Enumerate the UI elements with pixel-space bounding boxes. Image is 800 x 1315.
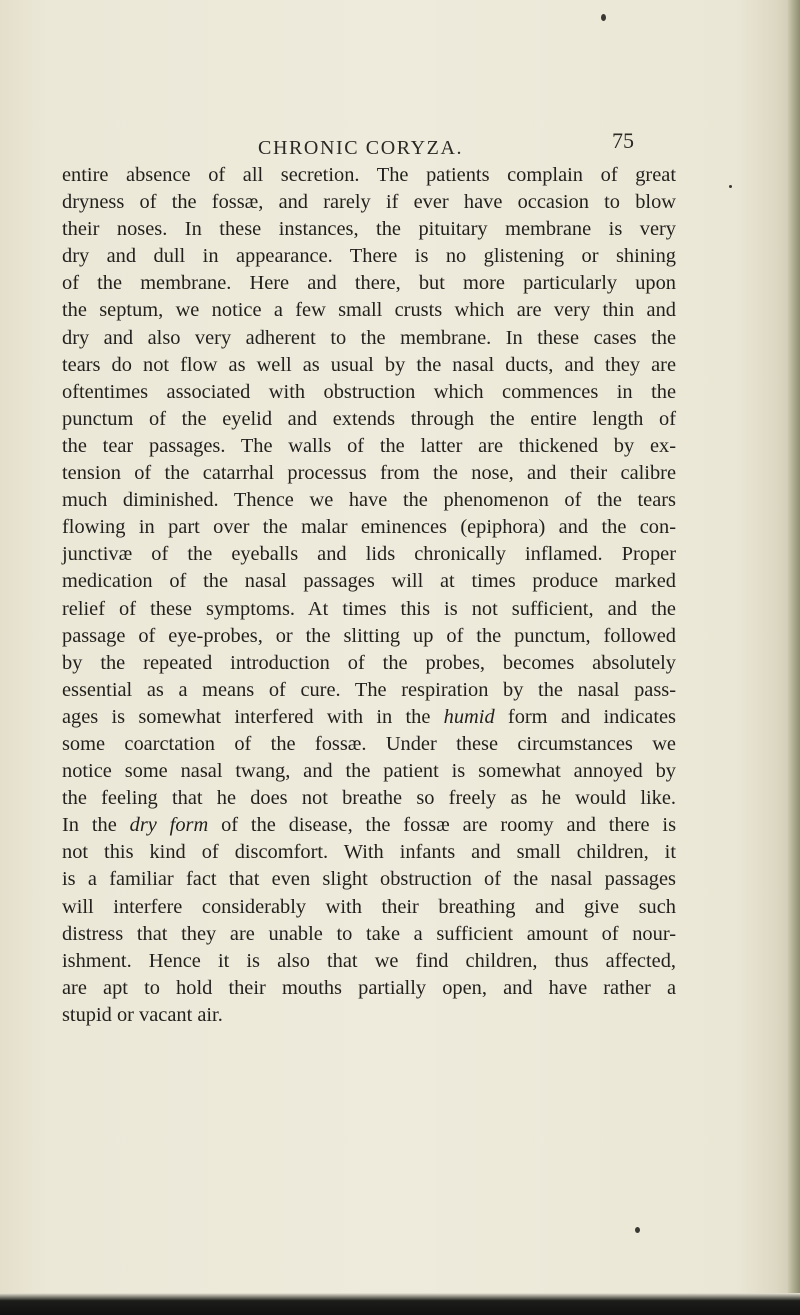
text-line: some coarctation of the fossæ. Under these circumstances we [62, 732, 676, 755]
text-line-last: stupid or vacant air. [62, 1003, 223, 1026]
text-line: punctum of the eyelid and extends through the entire length of [62, 407, 676, 430]
ink-speck [729, 185, 732, 188]
text-line: much diminished. Thence we have the phenomenon of the tears [62, 489, 676, 512]
text-line: the septum, we notice a few small crusts which are very thin and [62, 299, 676, 322]
text-segment: of the disease, the fossæ are roomy and there is [208, 814, 676, 837]
text-line: tension of the catarrhal processus from the nose, and their calibre [62, 462, 676, 485]
text-line: tears do not flow as well as usual by the nasal ducts, and they are [62, 353, 676, 376]
italic-term-dry-form: dry form [129, 814, 209, 837]
page-edge-shadow [786, 0, 800, 1315]
body-paragraph [62, 162, 676, 1029]
text-line: dry and also very adherent to the membrane. In these cases the [62, 326, 676, 349]
text-segment: ages is somewhat interfered with in the [62, 705, 444, 728]
text-line: of the membrane. Here and there, but more particularly upon [62, 272, 676, 295]
scan-bottom-edge [0, 1293, 800, 1315]
text-line: relief of these symptoms. At times this is not sufficient, and the [62, 597, 676, 620]
text-line: notice some nasal twang, and the patient is somewhat annoyed by [62, 760, 676, 783]
italic-term-humid: humid [443, 705, 495, 728]
text-line: will interfere considerably with their breathing and give such [62, 895, 676, 918]
text-line: oftentimes associated with obstruction which commences in the [62, 380, 676, 403]
text-line: junctivæ of the eyeballs and lids chronically inflamed. Proper [62, 543, 676, 566]
text-line: flowing in part over the malar eminences (epiphora) and the con- [62, 516, 676, 539]
text-line: distress that they are unable to take a sufficient amount of nour- [62, 922, 676, 945]
text-line: their noses. In these instances, the pituitary membrane is very [62, 218, 676, 241]
text-line: the tear passages. The walls of the latter are thickened by ex- [62, 434, 676, 457]
ink-speck [635, 1227, 640, 1233]
text-line-dry-form [62, 812, 676, 839]
text-line: dry and dull in appearance. There is no glistening or shining [62, 245, 676, 268]
text-segment: form and indicates [494, 705, 676, 728]
text-line: passage of eye-probes, or the slitting up of the punctum, followed [62, 624, 676, 647]
text-line: are apt to hold their mouths partially open, and have rather a [62, 976, 676, 999]
text-line: essential as a means of cure. The respiration by the nasal pass- [62, 678, 676, 701]
text-line: dryness of the fossæ, and rarely if ever have occasion to blow [62, 191, 676, 214]
text-line: entire absence of all secretion. The patients complain of great [62, 164, 676, 186]
ink-speck [601, 14, 606, 21]
text-line: medication of the nasal passages will at times produce marked [62, 570, 676, 593]
text-line: not this kind of discomfort. With infants and small children, it [62, 841, 676, 864]
text-line: by the repeated introduction of the probes, becomes absolutely [62, 651, 676, 674]
page-number: 75 [612, 128, 634, 153]
text-segment: In the [62, 814, 130, 837]
text-line-humid [62, 704, 676, 731]
running-head: CHRONIC CORYZA. [258, 137, 464, 159]
text-line: ishment. Hence it is also that we find children, thus affected, [62, 949, 676, 972]
text-line: is a familiar fact that even slight obstruction of the nasal passages [62, 868, 676, 891]
text-line: the feeling that he does not breathe so freely as he would like. [62, 787, 676, 810]
